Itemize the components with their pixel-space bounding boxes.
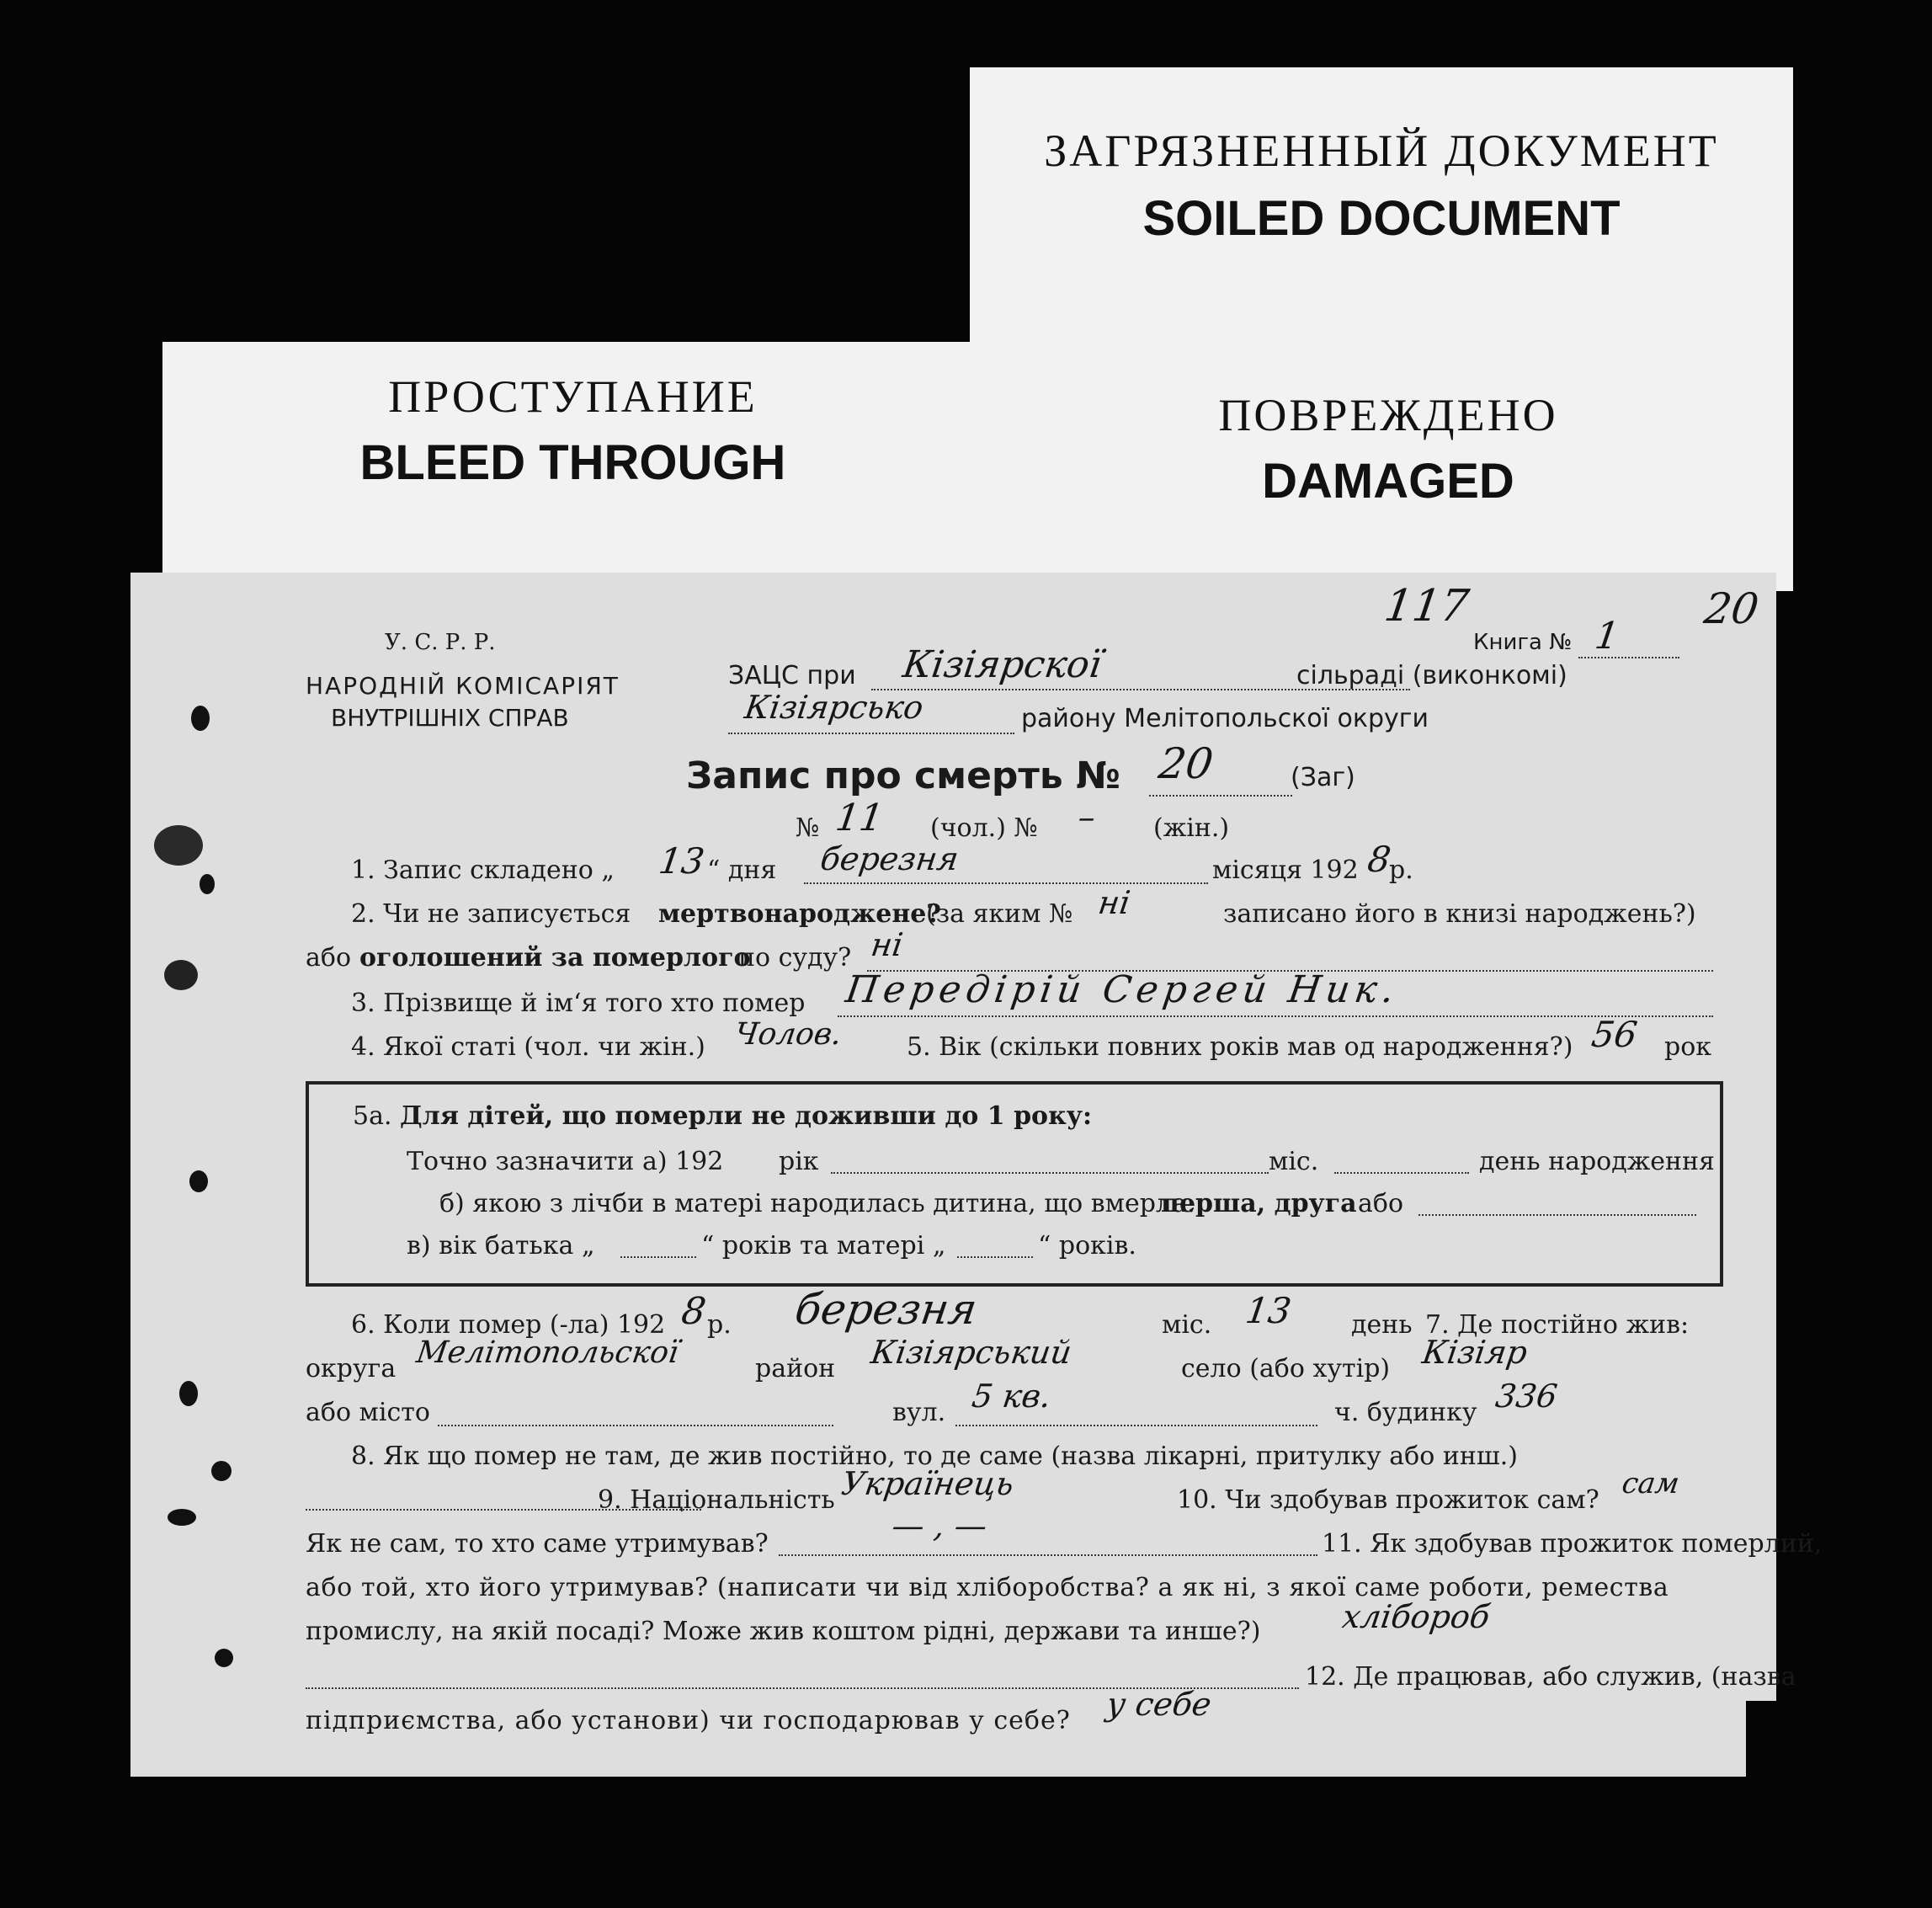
title-dotted-line [1149,795,1292,797]
field-2b-label-a: або [306,943,352,973]
misto-dotted-line [438,1425,833,1426]
field-2-label-c: (за яким № [926,899,1073,929]
record-corner-number: 20 [1700,584,1762,633]
female-number-value: – [1075,798,1099,837]
field-12-line2: підприємства, або установи) чи господарював у себе? [306,1706,1071,1735]
field-6-label: 6. Коли помер (-ла) 192 [351,1310,666,1340]
bleed-label-en: BLEED THROUGH [359,435,786,490]
box-5a-line2-a: б) якою з лічби в матері народилась дитина, що вмерла: [439,1189,1195,1218]
book-label: Книга № [1473,630,1573,655]
field-11-label: 11. Як здобував прожиток померлий, [1322,1529,1823,1559]
field-3-dotted-line [838,1015,1713,1017]
page-number: 117 [1381,581,1472,632]
box-5a-number: 5а. [353,1101,392,1131]
field-5-value: 56 [1589,1014,1640,1055]
field-1-r: р. [1389,855,1413,885]
damaged-label-ru: ПОВРЕЖДЕНО [1218,390,1558,440]
male-number-value: 11 [833,797,886,839]
box-5a-line3-b: “ років та матері „ [701,1231,946,1260]
soiled-document-card [970,67,1793,345]
field-2b-value: ні [868,926,906,963]
rayon-value: Кізіярський [868,1334,1074,1371]
field-4-value: Чолов. [732,1017,844,1052]
district-value: Кізіярсько [742,689,926,726]
binding-hole [154,825,203,866]
budynok-label: ч. будинку [1334,1398,1477,1427]
field-3-value: Передірій Сергей Ник. [843,968,1402,1011]
box-5a-line3-dots-a [620,1256,696,1258]
field-2b-label-c: по суду? [738,943,852,973]
field-2-label-d: записано його в книзі народжень?) [1223,899,1696,929]
male-number-label: № [796,813,820,843]
binding-hole [168,1509,196,1526]
field-6-month: березня [791,1285,981,1334]
field-8-label: 8. Як що помер не там, де жив постійно, то де саме (назва лікарні, притулку або инш.) [351,1442,1518,1471]
box-5a-line1-dots-a [831,1172,1269,1174]
field-11-value: хлібороб [1339,1598,1493,1635]
field-11-line2: або той, хто його утримував? (написати чи від хліборобства? а як ні, з якої саме роботи, ремества [306,1573,1669,1602]
box-5a-line1-dots-b [1334,1172,1469,1174]
field-5-unit: рок [1664,1032,1712,1062]
field-1-year: 8 [1365,839,1394,880]
zags-value: Кізіярскої [900,643,1104,686]
bleed-label-ru: ПРОСТУПАНИЕ [388,371,758,422]
field-6-r: р. [707,1310,732,1340]
binding-hole [200,874,215,894]
vul-dotted-line [955,1425,1317,1426]
selo-label: село (або хутір) [1181,1354,1391,1383]
field-1-day-label: “ дня [707,855,777,885]
damaged-card [983,322,1793,591]
box-5a-line3-c: “ років. [1038,1231,1136,1260]
field-10b-label: Як не сам, то хто саме утримував? [306,1529,769,1559]
zag-label: (Заг) [1291,763,1355,792]
field-12-value: у себе [1104,1686,1214,1723]
male-label: (чол.) № [930,813,1038,843]
binding-hole [191,706,210,731]
field-9-value: Українець [838,1465,1017,1502]
binding-hole [189,1170,208,1192]
box-5a-line2-b: перша, друга [1161,1189,1357,1218]
field-10b-value: — , — [889,1507,990,1544]
budynok-value: 336 [1493,1378,1560,1415]
box-5a-line1-c: міс. [1269,1147,1319,1176]
field-7-label: 7. Де постійно жив: [1425,1310,1690,1340]
field-6-year: 8 [679,1290,709,1333]
commissariat-line2: ВНУТРІШНІХ СПРАВ [331,704,569,732]
box-5a-line1-b: рік [779,1147,819,1176]
soiled-label-en: SOILED DOCUMENT [1142,191,1621,246]
field-1-month: березня [817,840,961,877]
binding-hole [164,960,198,990]
zags-label: ЗАЦС при [728,661,856,690]
field-10-value: сам [1620,1467,1682,1500]
box-5a-line1-d: день народження [1479,1147,1715,1176]
field-4-label: 4. Якої статі (чол. чи жін.) [351,1032,705,1062]
rayon-label: район [755,1354,836,1383]
field-6-mis: міс. [1162,1310,1212,1340]
box-5a-line1-a: Точно зазначити а) 192 [407,1147,724,1176]
district-suffix: району Мелітопольскої округи [1021,704,1429,733]
district-dotted-line [728,733,1014,734]
ussr-label: У. С. Р. Р. [385,630,496,655]
record-title: Запис про смерть № [686,754,1120,797]
field-1-day: 13 [656,840,707,882]
binding-hole [215,1649,233,1667]
field-11-line3: промислу, на якій посаді? Може жив коштом рідні, держави та инше?) [306,1617,1261,1646]
field-9-label: 9. Національність [598,1485,835,1515]
book-number: 1 [1592,615,1622,658]
female-label: (жін.) [1153,813,1230,843]
misto-label: або місто [306,1398,430,1427]
vul-value: 5 кв. [969,1378,1054,1415]
commissariat-line1: НАРОДНІЙ КОМІСАРІЯТ [306,672,620,700]
okruga-label: округа [306,1354,397,1383]
field-1-label: 1. Запис складено „ [351,855,615,885]
infant-section-box [306,1081,1723,1287]
box-5a-line2-c: або [1358,1189,1404,1218]
field-6-day: 13 [1243,1290,1294,1331]
field-2b-label-b: оголошений за померлого [359,943,751,973]
vul-label: вул. [892,1398,946,1427]
box-5a-line3-dots-b [957,1256,1033,1258]
field-10b-dotted-line [779,1554,1317,1556]
field-6-day-label: день [1351,1310,1413,1340]
field-2-value: ні [1095,884,1133,921]
field-1-month-label: місяця 192 [1212,855,1359,885]
record-number: 20 [1155,739,1216,788]
field-12-label: 12. Де працював, або служив, (назва [1305,1662,1796,1692]
damaged-corner [1746,1701,1776,1777]
binding-hole [211,1461,232,1481]
box-5a-title: Для дітей, що померли не доживши до 1 року: [400,1101,1093,1131]
damaged-label-en: DAMAGED [1262,454,1514,509]
okruga-value: Мелітопольскої [414,1335,681,1370]
soiled-label-ru: ЗАГРЯЗНЕННЫЙ ДОКУМЕНТ [1044,125,1719,176]
death-record-form [130,573,1823,1777]
binding-hole [179,1381,198,1406]
field-5-label: 5. Вік (скільки повних років мав од народження?) [907,1032,1573,1062]
field-10-label: 10. Чи здобував прожиток сам? [1177,1485,1599,1515]
field-3-label: 3. Прізвище й ім‘я того хто помер [351,989,806,1018]
selo-value: Кізіяр [1419,1334,1530,1371]
box-5a-line3-a: в) вік батька „ [407,1231,595,1260]
field-2-label-b: мертвонароджене? [658,899,941,929]
box-5a-line2-dots [1418,1214,1696,1216]
bleed-through-card [162,342,983,594]
field-2-label-a: 2. Чи не записується [351,899,631,929]
field-1-dotted-line [804,882,1208,884]
zags-suffix: сільраді (виконкомі) [1296,661,1567,690]
